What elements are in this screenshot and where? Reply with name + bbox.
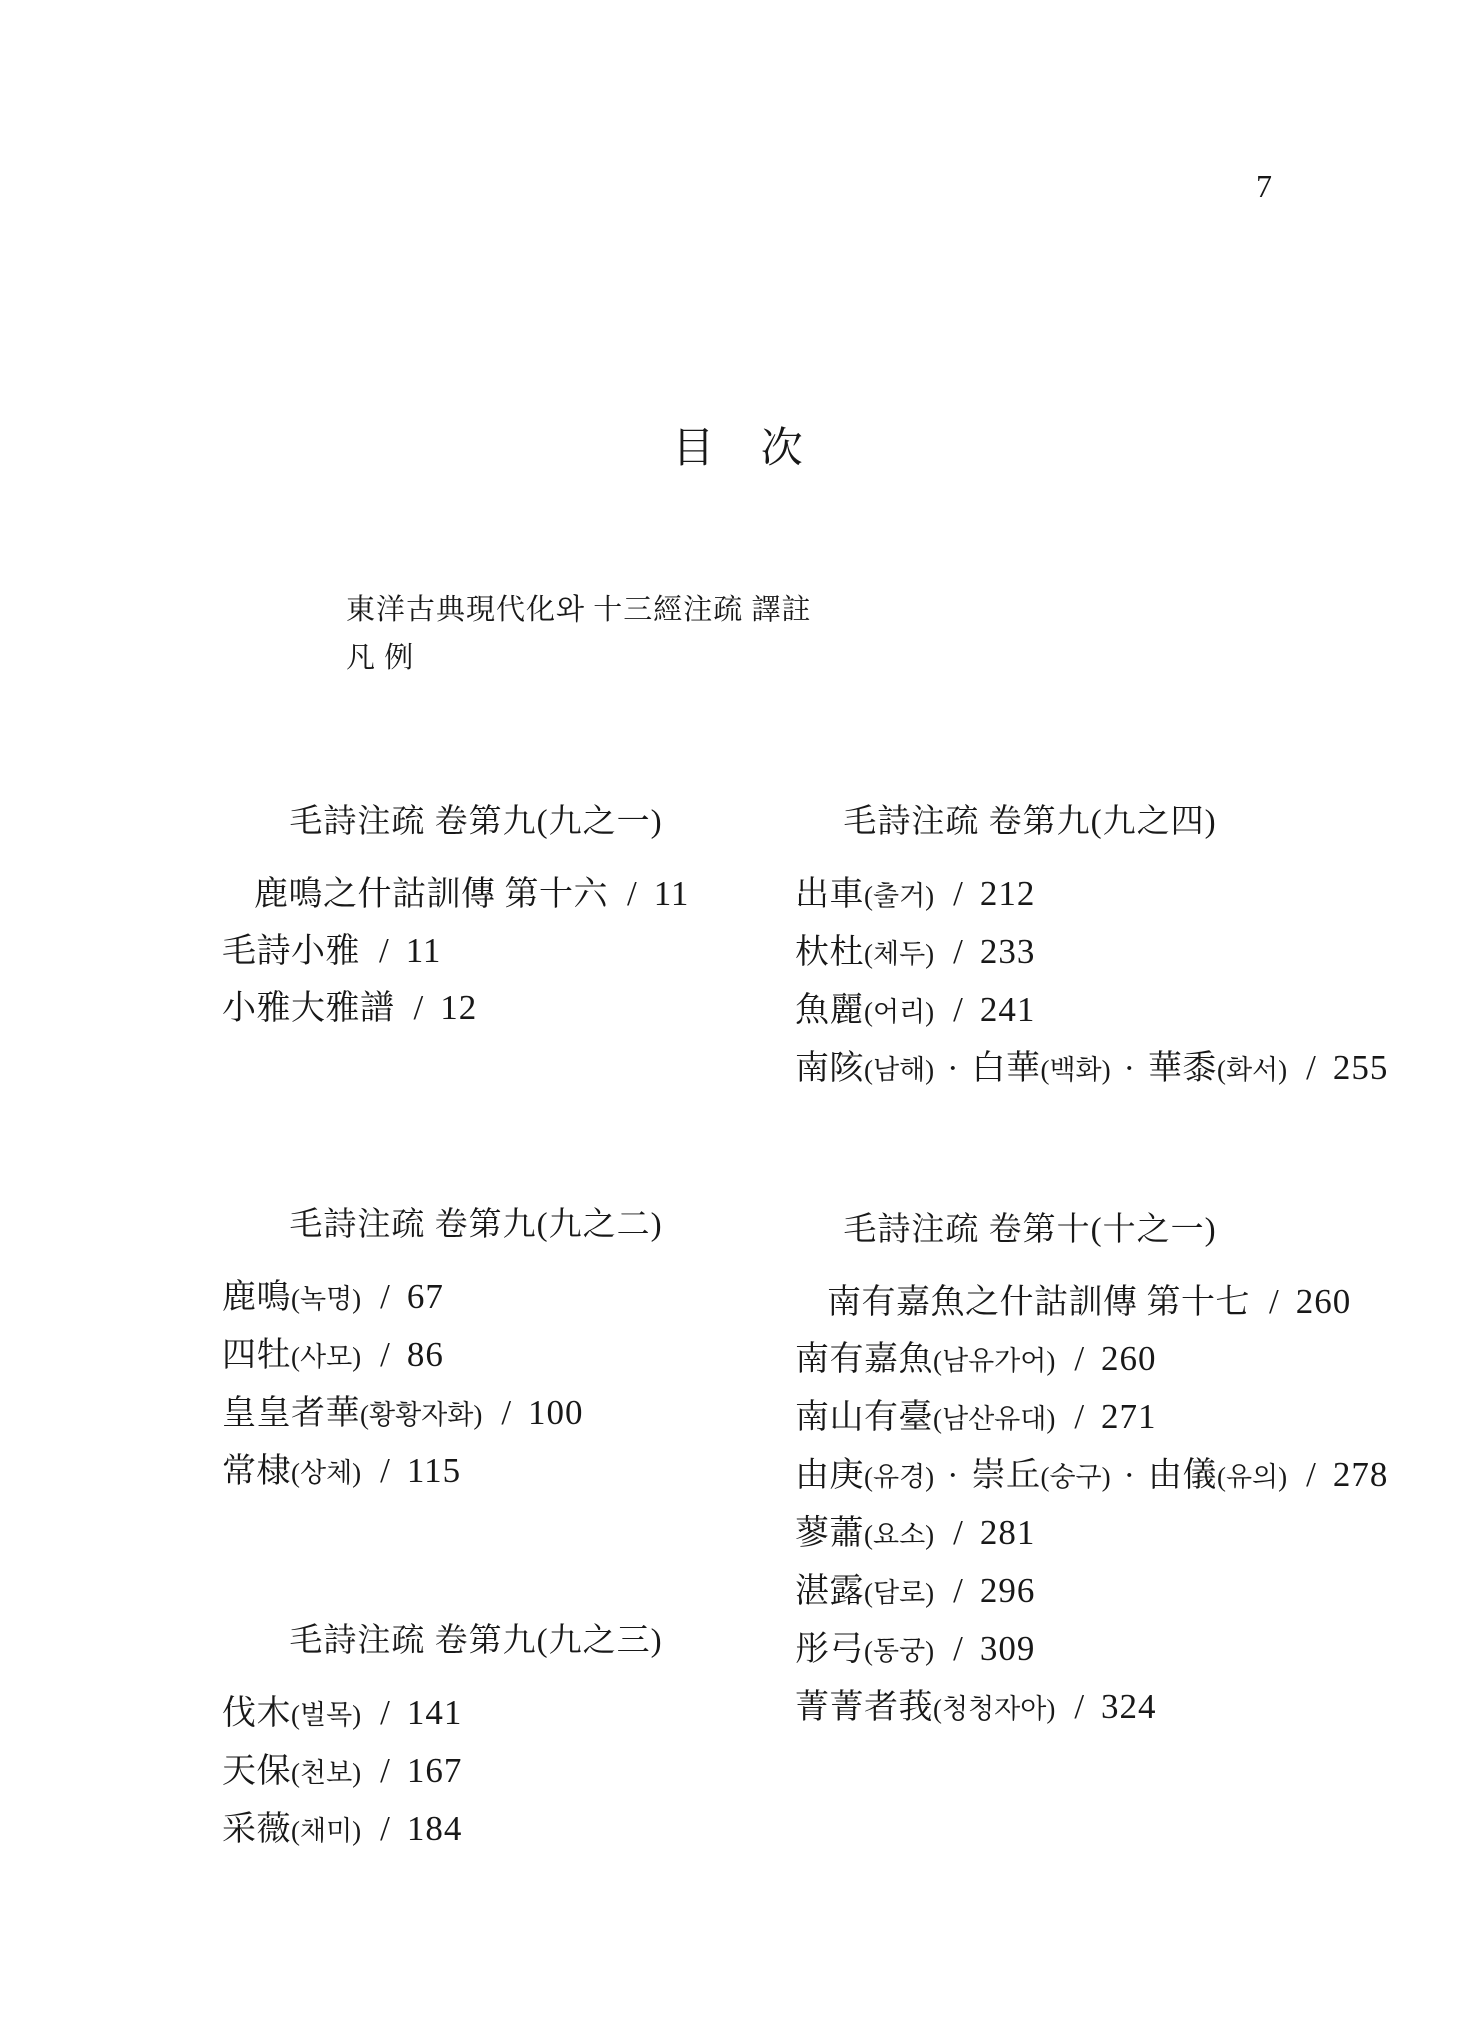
- item-page-number: 255: [1332, 1048, 1389, 1087]
- page-separator: /: [379, 931, 389, 970]
- toc-item: [795, 982, 1265, 1040]
- page-separator: /: [953, 990, 963, 1029]
- item-page-number: 141: [406, 1693, 463, 1732]
- page-separator: /: [627, 874, 637, 913]
- page-number: 7: [1256, 168, 1272, 204]
- toc-item: [222, 1801, 730, 1859]
- item-page-number: 278: [1332, 1455, 1389, 1494]
- item-title-hanja: 南有嘉魚: [795, 1341, 933, 1378]
- toc-item: [795, 1274, 1352, 1331]
- item-page-number: 309: [979, 1629, 1036, 1668]
- toc-item: [222, 923, 730, 980]
- page-separator: /: [1306, 1048, 1316, 1087]
- item-title-reading: (화서): [1216, 1055, 1288, 1085]
- item-title-reading: (숭구): [1040, 1462, 1111, 1492]
- toc-item: [795, 1679, 1265, 1737]
- item-page-number: 100: [528, 1393, 584, 1432]
- toc-item: [222, 866, 730, 923]
- item-page-number: 115: [406, 1451, 462, 1490]
- page-separator: /: [1074, 1339, 1085, 1378]
- item-title-hanja: 湛露: [795, 1573, 864, 1610]
- toc-section-header: 毛詩注疏 卷第九(九之二): [289, 1207, 663, 1243]
- item-title-reading: (천보): [291, 1758, 362, 1788]
- toc-section-header: 毛詩注疏 卷第九(九之一): [289, 804, 663, 840]
- item-title-hanja: 采薇: [222, 1811, 291, 1848]
- front-matter-beomrye-line: 凡 例: [346, 642, 415, 674]
- title-separator: ·: [947, 1457, 959, 1494]
- item-title-reading: (남유가어): [933, 1346, 1056, 1376]
- toc-item-list: [222, 1269, 730, 1501]
- item-page-number: 67: [406, 1277, 444, 1316]
- item-title-hanja: 華黍: [1147, 1050, 1217, 1087]
- item-page-number: 324: [1101, 1687, 1157, 1726]
- page-separator: /: [953, 874, 963, 913]
- page-separator: /: [380, 1751, 390, 1790]
- item-title-reading: (유경): [864, 1462, 935, 1492]
- toc-section: [222, 1619, 730, 1859]
- item-page-number: 167: [406, 1751, 463, 1790]
- toc-item: [222, 1443, 730, 1501]
- toc-item: [795, 1331, 1265, 1389]
- page-separator: /: [1074, 1397, 1085, 1436]
- toc-item-list: [222, 1685, 730, 1859]
- page-separator: /: [380, 1451, 390, 1490]
- toc-section-header: 毛詩注疏 卷第九(九之三): [289, 1623, 663, 1659]
- page-separator: /: [413, 988, 424, 1027]
- toc-item: [222, 1269, 730, 1327]
- page-separator: /: [1269, 1282, 1279, 1321]
- item-page-number: 271: [1101, 1397, 1157, 1436]
- item-page-number: 212: [979, 874, 1036, 913]
- item-page-number: 11: [405, 931, 442, 970]
- toc-item: [795, 1389, 1265, 1447]
- page-separator: /: [1074, 1687, 1085, 1726]
- page-separator: /: [380, 1335, 390, 1374]
- item-page-number: 241: [979, 990, 1036, 1029]
- item-title-hanja: 由儀: [1147, 1457, 1217, 1494]
- front-matter-series-line: 東洋古典現代化와 十三經注疏 譯註: [346, 594, 812, 626]
- toc-section-header: 毛詩注疏 卷第九(九之四): [843, 804, 1217, 840]
- item-title-hanja: 伐木: [222, 1695, 291, 1732]
- item-title-hanja: 鹿鳴之什詁訓傳 第十六: [254, 876, 608, 913]
- item-title-reading: (사모): [291, 1342, 362, 1372]
- toc-item: [795, 1447, 1389, 1505]
- item-page-number: 233: [979, 932, 1036, 971]
- toc-item: [222, 1743, 730, 1801]
- item-title-hanja: 南山有臺: [795, 1399, 933, 1436]
- toc-item-list: [795, 1274, 1389, 1737]
- item-title-hanja: 蓼蕭: [795, 1515, 864, 1552]
- item-title-reading: (녹명): [291, 1284, 362, 1314]
- item-title-hanja: 由庚: [795, 1457, 864, 1494]
- toc-section-header: 毛詩注疏 卷第十(十之一): [843, 1212, 1217, 1248]
- item-title-hanja: 出車: [795, 876, 864, 913]
- title-separator: ·: [1123, 1050, 1135, 1087]
- toc-title: 目 次: [672, 426, 808, 472]
- item-title-hanja: 彤弓: [795, 1631, 864, 1668]
- item-page-number: 184: [406, 1809, 463, 1848]
- item-title-reading: (청청자아): [933, 1694, 1056, 1724]
- item-title-hanja: 魚麗: [795, 992, 864, 1029]
- page-separator: /: [953, 1629, 963, 1668]
- item-page-number: 11: [653, 874, 690, 913]
- item-title-hanja: 杕杜: [795, 934, 864, 971]
- toc-item: [795, 1563, 1265, 1621]
- page-separator: /: [953, 932, 963, 971]
- item-title-hanja: 白華: [971, 1050, 1041, 1087]
- toc-item: [222, 1385, 730, 1443]
- toc-section: [795, 1208, 1389, 1737]
- toc-item: [222, 1327, 730, 1385]
- item-title-hanja: 崇丘: [971, 1457, 1041, 1494]
- page-separator: /: [953, 1571, 963, 1610]
- page-separator: /: [953, 1513, 963, 1552]
- page-separator: /: [380, 1693, 390, 1732]
- item-title-reading: (출거): [864, 881, 935, 911]
- item-title-reading: (채미): [291, 1816, 362, 1846]
- item-title-reading: (상체): [291, 1458, 362, 1488]
- toc-section: [222, 800, 730, 1037]
- toc-item: [795, 866, 1265, 924]
- item-title-reading: (남산유대): [933, 1404, 1056, 1434]
- toc-section: [222, 1203, 730, 1501]
- item-page-number: 86: [406, 1335, 444, 1374]
- toc-item: [795, 924, 1265, 982]
- toc-column-right: [795, 800, 1389, 1737]
- page-separator: /: [501, 1393, 512, 1432]
- item-page-number: 260: [1295, 1282, 1352, 1321]
- toc-item-list: [222, 866, 730, 1037]
- item-title-reading: (백화): [1040, 1055, 1111, 1085]
- toc-item: [795, 1040, 1389, 1098]
- item-page-number: 296: [979, 1571, 1036, 1610]
- item-title-reading: (황황자화): [360, 1400, 483, 1430]
- page-separator: /: [1306, 1455, 1316, 1494]
- item-title-hanja: 毛詩小雅: [222, 933, 360, 970]
- item-page-number: 260: [1101, 1339, 1157, 1378]
- item-title-hanja: 天保: [222, 1753, 291, 1790]
- item-title-reading: (요소): [864, 1520, 935, 1550]
- toc-item: [795, 1505, 1265, 1563]
- item-title-reading: (남해): [864, 1055, 935, 1085]
- item-title-hanja: 鹿鳴: [222, 1279, 291, 1316]
- item-title-hanja: 南有嘉魚之什詁訓傳 第十七: [827, 1284, 1250, 1321]
- page-separator: /: [380, 1809, 390, 1848]
- title-separator: ·: [1123, 1457, 1135, 1494]
- page-separator: /: [380, 1277, 390, 1316]
- item-title-reading: (유의): [1216, 1462, 1288, 1492]
- item-title-hanja: 皇皇者華: [222, 1395, 360, 1432]
- item-title-reading: (체두): [864, 939, 935, 969]
- item-page-number: 12: [440, 988, 478, 1027]
- toc-item-list: [795, 866, 1389, 1098]
- item-title-hanja: 常棣: [222, 1453, 291, 1490]
- item-title-hanja: 南陔: [795, 1050, 864, 1087]
- item-title-reading: (어리): [864, 997, 935, 1027]
- title-separator: ·: [947, 1050, 959, 1087]
- front-matter: [346, 586, 812, 682]
- toc-item: [222, 980, 730, 1037]
- toc-item: [795, 1621, 1265, 1679]
- toc-column-left: [222, 800, 730, 1859]
- toc-section: [795, 800, 1389, 1098]
- item-title-hanja: 四牡: [222, 1337, 291, 1374]
- item-title-reading: (동궁): [864, 1636, 935, 1666]
- item-title-reading: (담로): [864, 1578, 935, 1608]
- item-title-reading: (벌목): [291, 1700, 362, 1730]
- item-title-hanja: 小雅大雅譜: [222, 990, 395, 1027]
- item-page-number: 281: [979, 1513, 1036, 1552]
- toc-item: [222, 1685, 730, 1743]
- item-title-hanja: 菁菁者莪: [795, 1689, 933, 1726]
